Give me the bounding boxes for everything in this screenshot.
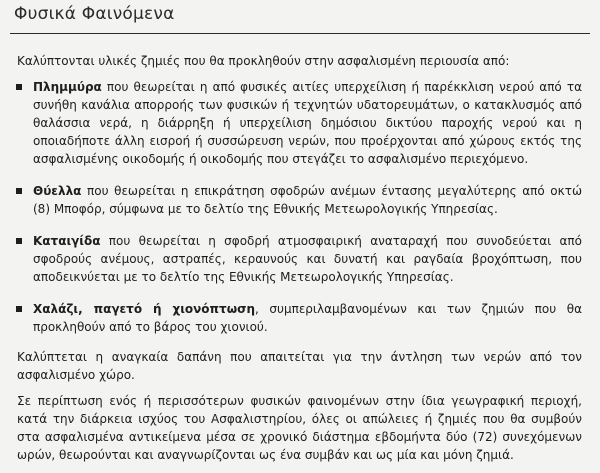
item-term: Θύελλα [33,184,82,198]
list-item-storm [0,182,600,218]
item-text: που θεωρείται η από φυσικές αιτίες υπερχείλιση ή παρέκκλιση νερού από τα συνήθη κανάλια απορροής των φυσικών ή τεχνητών υδατορευμάτων, ο κατακλυσμός από θαλάσσια νερά, η διάρρηξη ή υπερχείλιση δημόσιου δικτύου παροχής νερού και η οποιαδήποτε άλλη εισροή ή συσσώρευση νερών, που προέρχονται από χώρους εκτός της ασφαλισμένης οικοδομής ή οικοδομής που στεγάζει το ασφαλισμένο περιεχόμενο. [33,80,582,166]
square-bullet-icon [16,84,22,90]
intro-text: Καλύπτονται υλικές ζημιές που θα προκληθούν στην ασφαλισμένη περιουσία από: [17,54,510,68]
item-term: Χαλάζι, παγετό ή χιονόπτωση [33,302,256,316]
item-text: που θεωρείται η σφοδρή ατμοσφαιρική αναταραχή που συνοδεύεται από σφοδρούς ανέμους, αστραπές, κεραυνούς και δυνατή και ραγδαία βροχόπτωση, που αποδεικνύεται με το δελτίο της Εθνικής Μετεωρολογικής Υπηρεσίας. [33,234,582,284]
list-item-flood [0,78,600,168]
square-bullet-icon [16,188,22,194]
square-bullet-icon [16,306,22,312]
item-text: , συμπεριλαμβανομένων και των ζημιών που θα προκληθούν από το βάρος του χιονιού. [33,302,582,334]
section-title: Φυσικά Φαινόμενα [14,4,175,24]
item-term: Καταιγίδα [33,234,101,248]
title-divider [10,33,590,34]
coverage-list [0,78,600,336]
square-bullet-icon [16,238,22,244]
list-item-tempest [0,232,600,286]
item-term: Πλημμύρα [33,80,102,94]
single-event-paragraph: Σε περίπτωση ενός ή περισσότερων φυσικών φαινομένων στην ίδια γεωγραφική περιοχή, κατά την διάρκεια ισχύος του Ασφαλιστηρίου, όλες οι απώλειες ή ζημιές που θα συμβούν στα ασφαλισμένα αντικείμενα μέσα σε χρονικό διάστημα εβδομήντα δύο (72) συνεχόμενων ωρών, θεωρούνται και αναγνωρίζονται ως ένα συμβάν και ως μία και μόνη ζημιά. [17,394,582,462]
list-item-hail-frost-snow [0,300,600,336]
item-text: που θεωρείται η επικράτηση σφοδρών ανέμων έντασης μεγαλύτερης από οκτώ (8) Μποφόρ, σύμφωνα με το δελτίο της Εθνικής Μετεωρολογικής Υπηρεσίας. [33,184,582,216]
pumping-cost-paragraph: Καλύπτεται η αναγκαία δαπάνη που απαιτείται για την άντληση των νερών από τον ασφαλισμένο χώρο. [17,350,582,382]
